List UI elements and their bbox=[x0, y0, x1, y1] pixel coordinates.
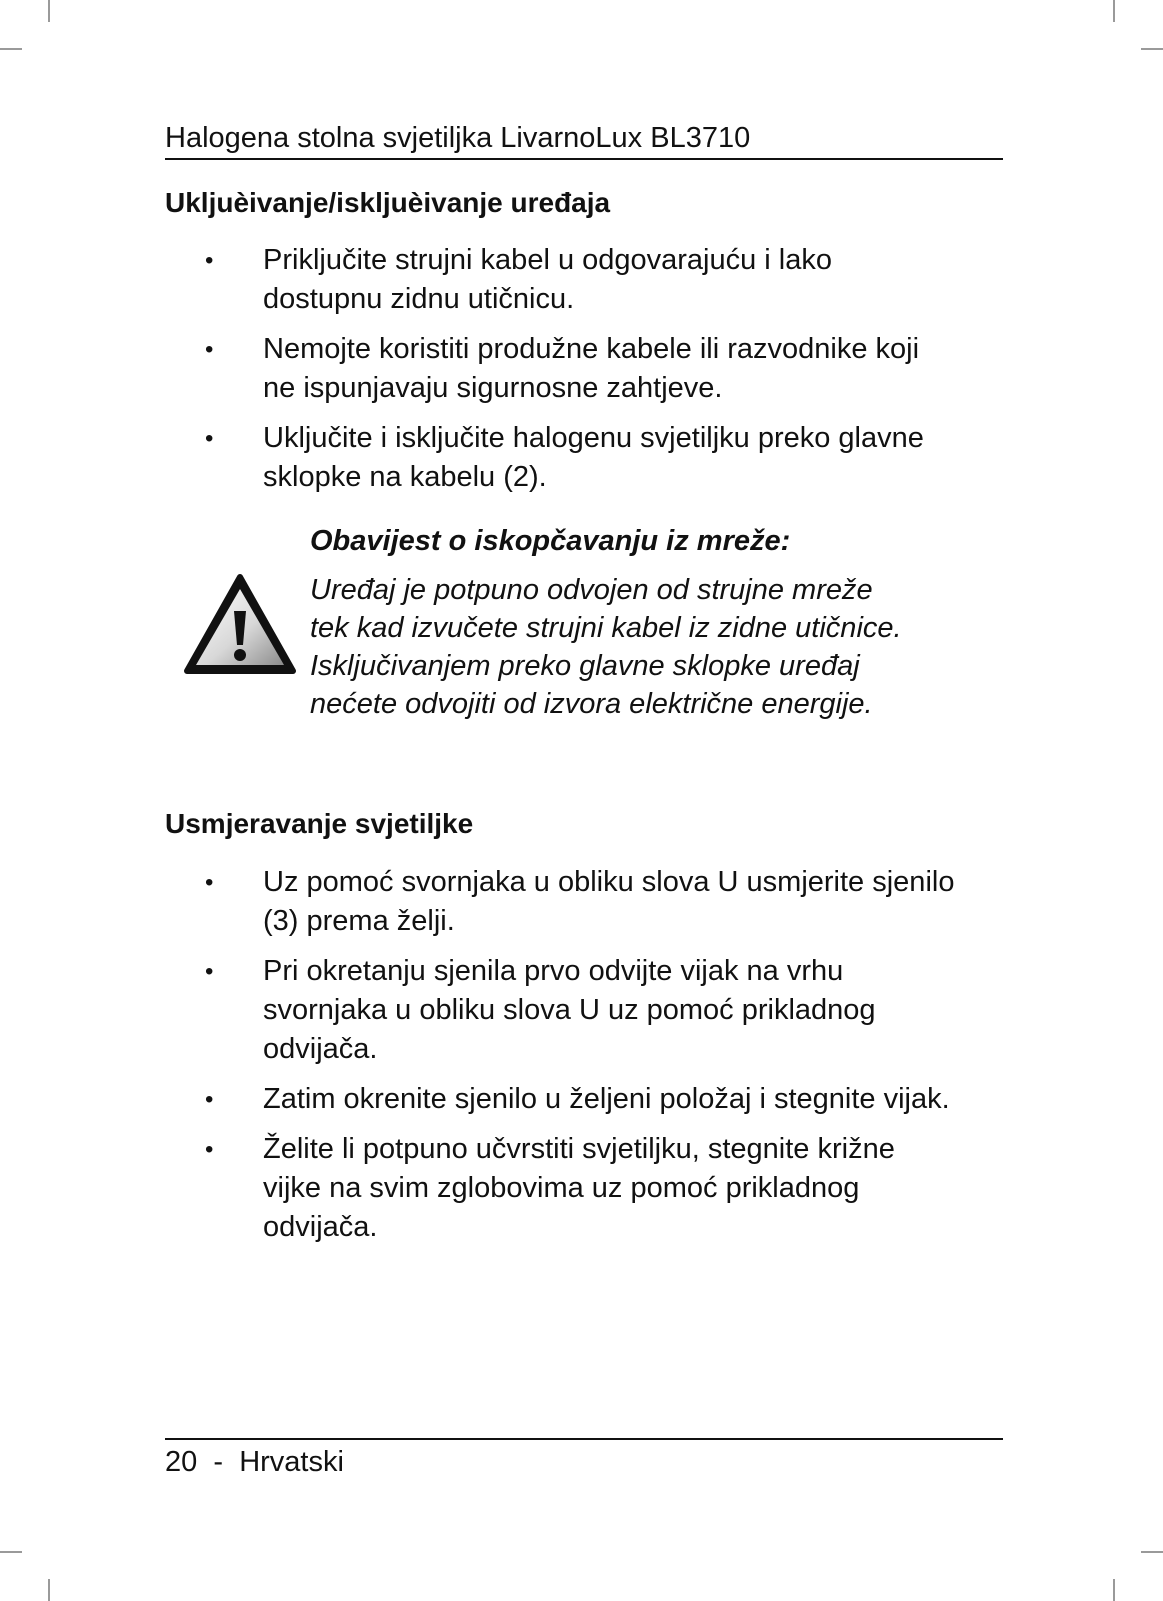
list-item-line: Pri okretanju sjenila prvo odvijte vijak na vrhu bbox=[263, 955, 844, 987]
page-number: 20 bbox=[165, 1446, 198, 1478]
list-item-line: (3) prema želji. bbox=[263, 905, 455, 937]
footer-text bbox=[165, 1444, 1003, 1480]
list-item bbox=[165, 419, 1003, 497]
list-item-line: Želite li potpuno učvrstiti svjetiljku, stegnite križne bbox=[263, 1133, 895, 1165]
list-item bbox=[165, 863, 1003, 941]
section-heading-power: Ukljuèivanje/iskljuèivanje uređaja bbox=[165, 187, 611, 218]
crop-mark-top-left bbox=[48, 0, 50, 22]
list-item-line: Zatim okrenite sjenilo u željeni položaj i stegnite vijak. bbox=[263, 1083, 950, 1115]
list-item-line: odvijača. bbox=[263, 1033, 378, 1065]
crop-mark-top-right bbox=[1113, 0, 1115, 22]
list-item-line: odvijača. bbox=[263, 1211, 378, 1243]
list-item bbox=[165, 241, 1003, 319]
page-title: Halogena stolna svjetiljka LivarnoLux BL3710 bbox=[165, 122, 751, 154]
notice-line: nećete odvojiti od izvora električne energije. bbox=[310, 688, 873, 720]
crop-mark-bottom-right bbox=[1113, 1579, 1115, 1601]
power-instructions-list bbox=[165, 241, 1003, 508]
list-item-line: ne ispunjavaju sigurnosne zahtjeve. bbox=[263, 372, 723, 404]
footer-language: Hrvatski bbox=[239, 1446, 344, 1478]
list-item bbox=[165, 330, 1003, 408]
notice-line: Isključivanjem preko glavne sklopke uređaj bbox=[310, 650, 860, 682]
list-item-line: Priključite strujni kabel u odgovarajuću i lako bbox=[263, 244, 833, 276]
bullet-icon: • bbox=[205, 1086, 214, 1113]
bullet-icon: • bbox=[205, 958, 214, 985]
bullet-icon: • bbox=[205, 336, 214, 363]
list-item-line: Uključite i isključite halogenu svjetiljku preko glavne bbox=[263, 422, 924, 454]
notice-body bbox=[310, 523, 1000, 723]
warning-triangle-icon bbox=[183, 573, 297, 677]
list-item-line: dostupnu zidnu utičnicu. bbox=[263, 283, 575, 315]
disconnect-notice bbox=[165, 523, 1003, 723]
list-item-line: Uz pomoć svornjaka u obliku slova U usmjerite sjenilo bbox=[263, 866, 955, 898]
crop-mark-right-bottom bbox=[1141, 1551, 1163, 1553]
list-item-line: svornjaka u obliku slova U uz pomoć prikladnog bbox=[263, 994, 876, 1026]
crop-mark-left-top bbox=[0, 48, 22, 50]
list-item-line: vijke na svim zglobovima uz pomoć prikladnog bbox=[263, 1172, 860, 1204]
page-footer bbox=[165, 1438, 1003, 1480]
bullet-icon: • bbox=[205, 247, 214, 274]
notice-line: Uređaj je potpuno odvojen od strujne mreže bbox=[310, 574, 873, 606]
notice-title: Obavijest o iskopčavanju iz mreže: bbox=[310, 525, 791, 557]
adjusting-instructions-list bbox=[165, 863, 1003, 1258]
list-item-line: Nemojte koristiti produžne kabele ili razvodnike koji bbox=[263, 333, 920, 365]
bullet-icon: • bbox=[205, 425, 214, 452]
list-item bbox=[165, 1130, 1003, 1247]
footer-separator: - bbox=[213, 1446, 224, 1478]
list-item bbox=[165, 952, 1003, 1069]
section-heading-adjusting: Usmjeravanje svjetiljke bbox=[165, 808, 474, 839]
crop-mark-left-bottom bbox=[0, 1551, 22, 1553]
list-item-line: sklopke na kabelu (2). bbox=[263, 461, 547, 493]
page-header bbox=[165, 120, 1003, 160]
list-item bbox=[165, 1080, 1003, 1119]
crop-mark-right-top bbox=[1141, 48, 1163, 50]
bullet-icon: • bbox=[205, 869, 214, 896]
crop-mark-bottom-left bbox=[48, 1579, 50, 1601]
bullet-icon: • bbox=[205, 1136, 214, 1163]
notice-line: tek kad izvučete strujni kabel iz zidne utičnice. bbox=[310, 612, 902, 644]
